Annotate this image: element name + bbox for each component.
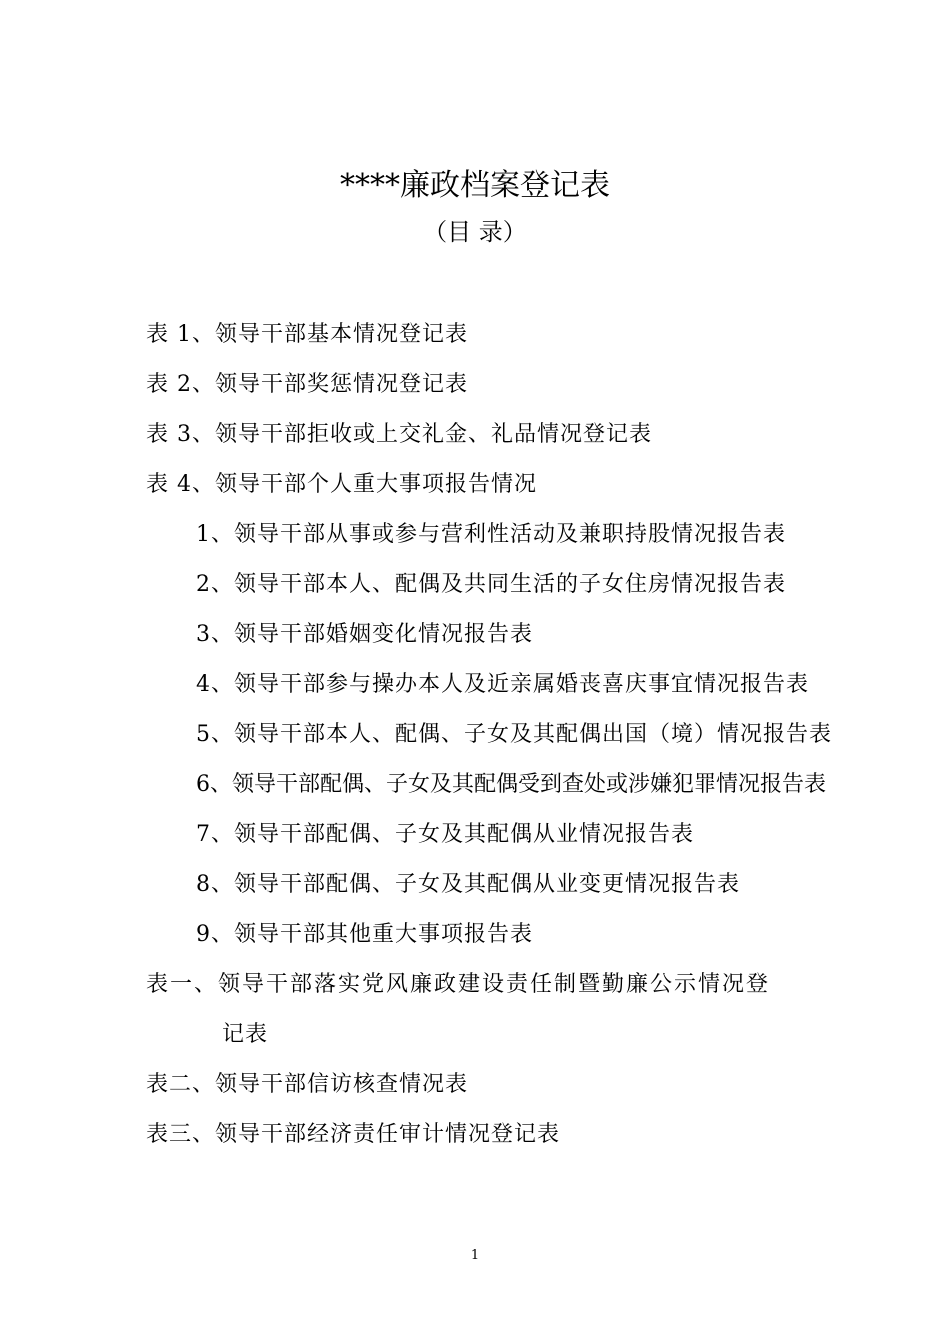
toc-subitem-5[interactable]: 5、领导干部本人、配偶、子女及其配偶出国（境）情况报告表 xyxy=(196,722,832,747)
toc-item-table-4[interactable]: 表 4、领导干部个人重大事项报告情况 xyxy=(146,472,537,497)
document-subtitle: （目 录） xyxy=(423,218,527,246)
toc-item-table-a[interactable]: 表一、领导干部落实党风廉政建设责任制暨勤廉公示情况登 xyxy=(146,972,771,997)
toc-subitem-7[interactable]: 7、领导干部配偶、子女及其配偶从业情况报告表 xyxy=(196,822,694,847)
toc-item-table-2[interactable]: 表 2、领导干部奖惩情况登记表 xyxy=(146,372,468,397)
toc-item-table-a-continuation: 记表 xyxy=(222,1022,269,1047)
toc-subitem-9[interactable]: 9、领导干部其他重大事项报告表 xyxy=(196,922,533,947)
toc-item-table-b[interactable]: 表二、领导干部信访核查情况表 xyxy=(146,1072,469,1097)
toc-item-table-3[interactable]: 表 3、领导干部拒收或上交礼金、礼品情况登记表 xyxy=(146,422,652,447)
document-title: ****廉政档案登记表 xyxy=(340,168,610,203)
toc-item-table-c[interactable]: 表三、领导干部经济责任审计情况登记表 xyxy=(146,1122,561,1147)
page-number: 1 xyxy=(470,1248,480,1263)
toc-subitem-4[interactable]: 4、领导干部参与操办本人及近亲属婚丧喜庆事宜情况报告表 xyxy=(196,672,809,697)
toc-subitem-3[interactable]: 3、领导干部婚姻变化情况报告表 xyxy=(196,622,533,647)
toc-subitem-1[interactable]: 1、领导干部从事或参与营利性活动及兼职持股情况报告表 xyxy=(196,522,786,547)
toc-item-table-1[interactable]: 表 1、领导干部基本情况登记表 xyxy=(146,322,468,347)
toc-subitem-8[interactable]: 8、领导干部配偶、子女及其配偶从业变更情况报告表 xyxy=(196,872,740,897)
toc-subitem-2[interactable]: 2、领导干部本人、配偶及共同生活的子女住房情况报告表 xyxy=(196,572,786,597)
toc-subitem-6[interactable]: 6、领导干部配偶、子女及其配偶受到查处或涉嫌犯罪情况报告表 xyxy=(196,772,826,797)
